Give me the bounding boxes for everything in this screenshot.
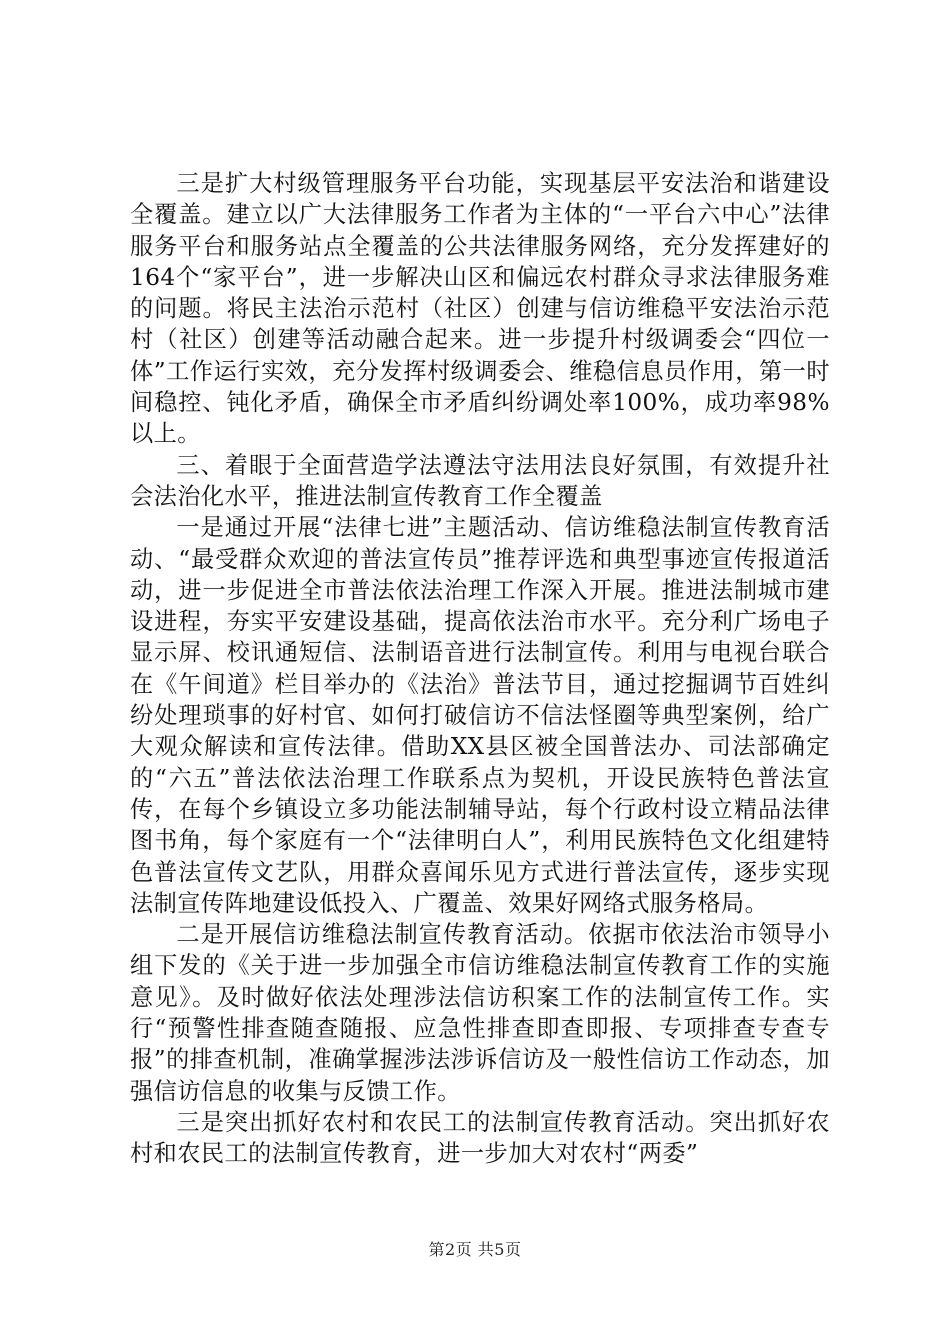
document-body — [130, 168, 830, 1170]
paragraph-village-platform: 三是扩大村级管理服务平台功能，实现基层平安法治和谐建设全覆盖。建立以广大法律服务工作者为主体的“一平台六中心”法律服务平台和服务站点全覆盖的公共法律服务网络，充分发挥建好的164个“家平台”，进一步解决山区和偏远农村群众寻求法律服务难的问题。将民主法治示范村（社区）创建与信访维稳平安法治示范村（社区）创建等活动融合起来。进一步提升村级调委会“四位一体”工作运行实效，充分发挥村级调委会、维稳信息员作用，第一时间稳控、钝化矛盾，确保全市矛盾纠纷调处率100%，成功率98%以上。 — [130, 170, 830, 448]
paragraph-petition-education: 二是开展信访维稳法制宣传教育活动。依据市依法治市领导小组下发的《关于进一步加强全市信访维稳法制宣传教育工作的实施意见》。及时做好依法处理涉法信访积案工作的法制宣传工作。实行“预警性排查随查随报、应急性排查即查即报、专项排查专查专报”的排查机制，准确掌握涉法涉诉信访及一般性信访工作动态，加强信访信息的收集与反馈工作。 — [130, 921, 830, 1105]
paragraph-section-heading: 三、着眼于全面营造学法遵法守法用法良好氛围，有效提升社会法治化水平，推进法制宣传教育工作全覆盖 — [130, 451, 830, 510]
paragraph-law-seven-activities: 一是通过开展“法律七进”主题活动、信访维稳法制宣传教育活动、“最受群众欢迎的普法宣传员”推荐评选和典型事迹宣传报道活动，进一步促进全市普法依法治理工作深入开展。推进法制城市建设进程，夯实平安建设基础，提高依法治市水平。充分利广场电子显示屏、校讯通短信、法制语音进行法制宣传。利用与电视台联合在《午间道》栏目举办的《法治》普法节目，通过挖掘调节百姓纠纷处理琐事的好村官、如何打破信访不信法怪圈等典型案例，给广大观众解读和宣传法律。借助XX县区被全国普法办、司法部确定的“六五”普法依法治理工作联系点为契机，开设民族特色普法宣传，在每个乡镇设立多功能法制辅导站，每个行政村设立精品法律图书角，每个家庭有一个“法律明白人”，利用民族特色文化组建特色普法宣传文艺队，用群众喜闻乐见方式进行普法宣传，逐步实现法制宣传阵地建设低投入、广覆盖、效果好网络式服务格局。 — [130, 514, 830, 917]
paragraph-rural-education: 三是突出抓好农村和农民工的法制宣传教育活动。突出抓好农村和农民工的法制宣传教育，进一步加大对农村“两委” — [130, 1108, 830, 1168]
page-number-footer: 第2页 共5页 — [428, 1240, 522, 1259]
